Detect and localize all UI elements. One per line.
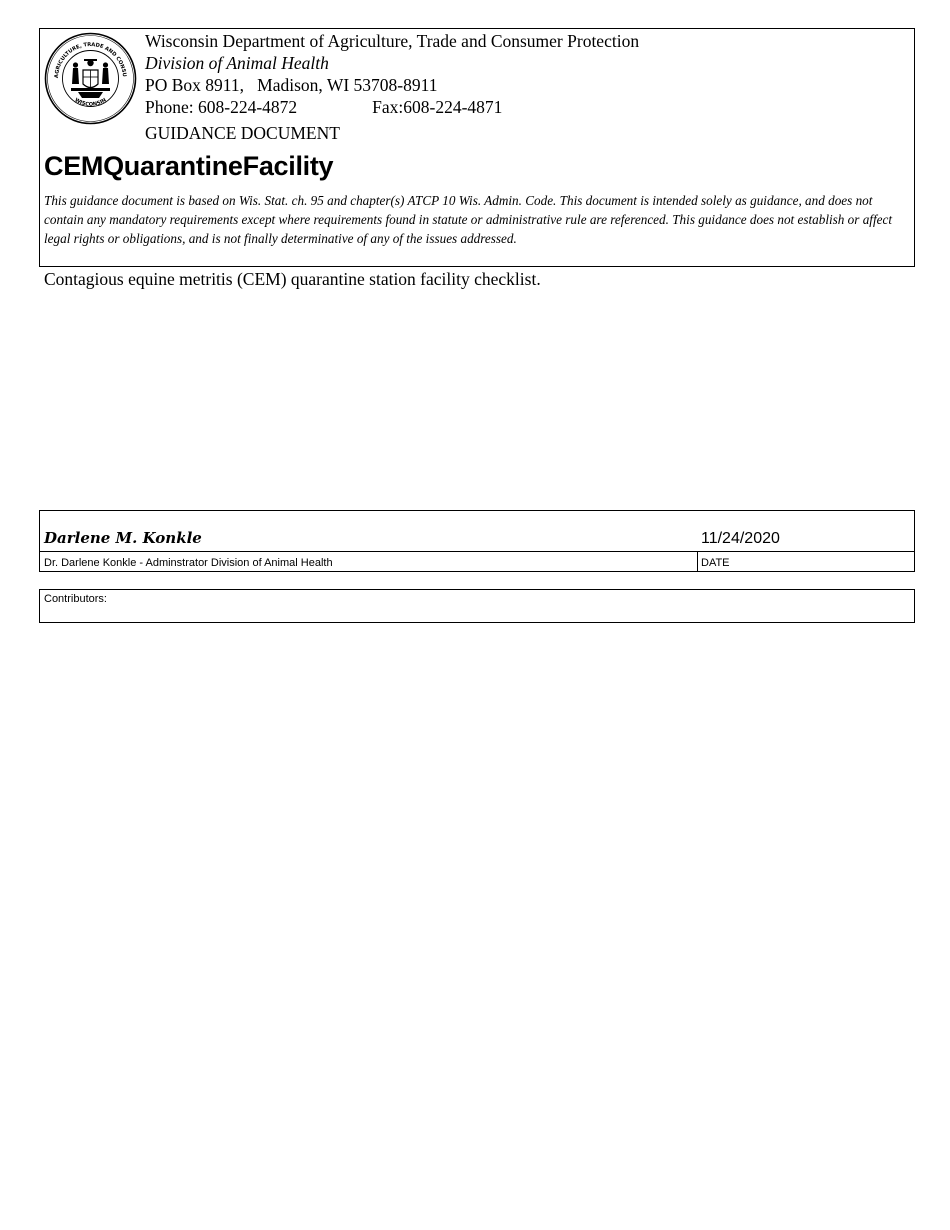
contributors-label: Contributors: xyxy=(44,593,107,605)
agency-address-block xyxy=(145,30,639,118)
svg-text:DEPARTMENT OF AGRICULTURE, TRA xyxy=(44,32,127,78)
division-name: Division of Animal Health xyxy=(145,53,329,73)
signer-name: Dr. Darlene Konkle - Adminstrator Division of Animal Health xyxy=(44,557,333,569)
document-kind: GUIDANCE DOCUMENT xyxy=(145,123,340,143)
phone-number: Phone: 608-224-4872 xyxy=(145,97,298,117)
contact-row xyxy=(145,96,639,118)
state-seal-graphic xyxy=(44,32,137,125)
header-box xyxy=(39,28,915,267)
signature: Darlene M. Konkle xyxy=(44,529,202,547)
state-seal-icon xyxy=(44,32,137,125)
date-label: DATE xyxy=(701,557,730,569)
agency-name: Wisconsin Department of Agriculture, Trade and Consumer Protection xyxy=(145,31,640,51)
contributors-box xyxy=(39,589,915,623)
document-summary: Contagious equine metritis (CEM) quarantine station facility checklist. xyxy=(44,269,541,289)
guidance-disclaimer: This guidance document is based on Wis. Stat. ch. 95 and chapter(s) ATCP 10 Wis. Admin. Code. This document is intended solely as guidance, and does not contain any mandatory requirements except where requirements found in statute or administrative rule are referenced. This guidance does not establish or affect legal rights or obligations, and is not finally determinative of any of the issues addressed. xyxy=(44,193,893,246)
signature-box xyxy=(39,510,915,572)
fax-number: Fax:608-224-4871 xyxy=(372,97,503,117)
signature-underline xyxy=(40,551,914,552)
document-title: CEMQuarantineFacility xyxy=(44,151,334,181)
svg-text:WISCONSIN xyxy=(73,97,107,108)
mailing-address: PO Box 8911, Madison, WI 53708-8911 xyxy=(145,75,438,95)
seal-text-bottom: WISCONSIN xyxy=(73,97,108,108)
signature-date: 11/24/2020 xyxy=(701,530,780,547)
seal-text-top: AGRICULTURE, TRADE AND CONSU xyxy=(53,41,128,79)
signature-divider xyxy=(697,551,698,571)
